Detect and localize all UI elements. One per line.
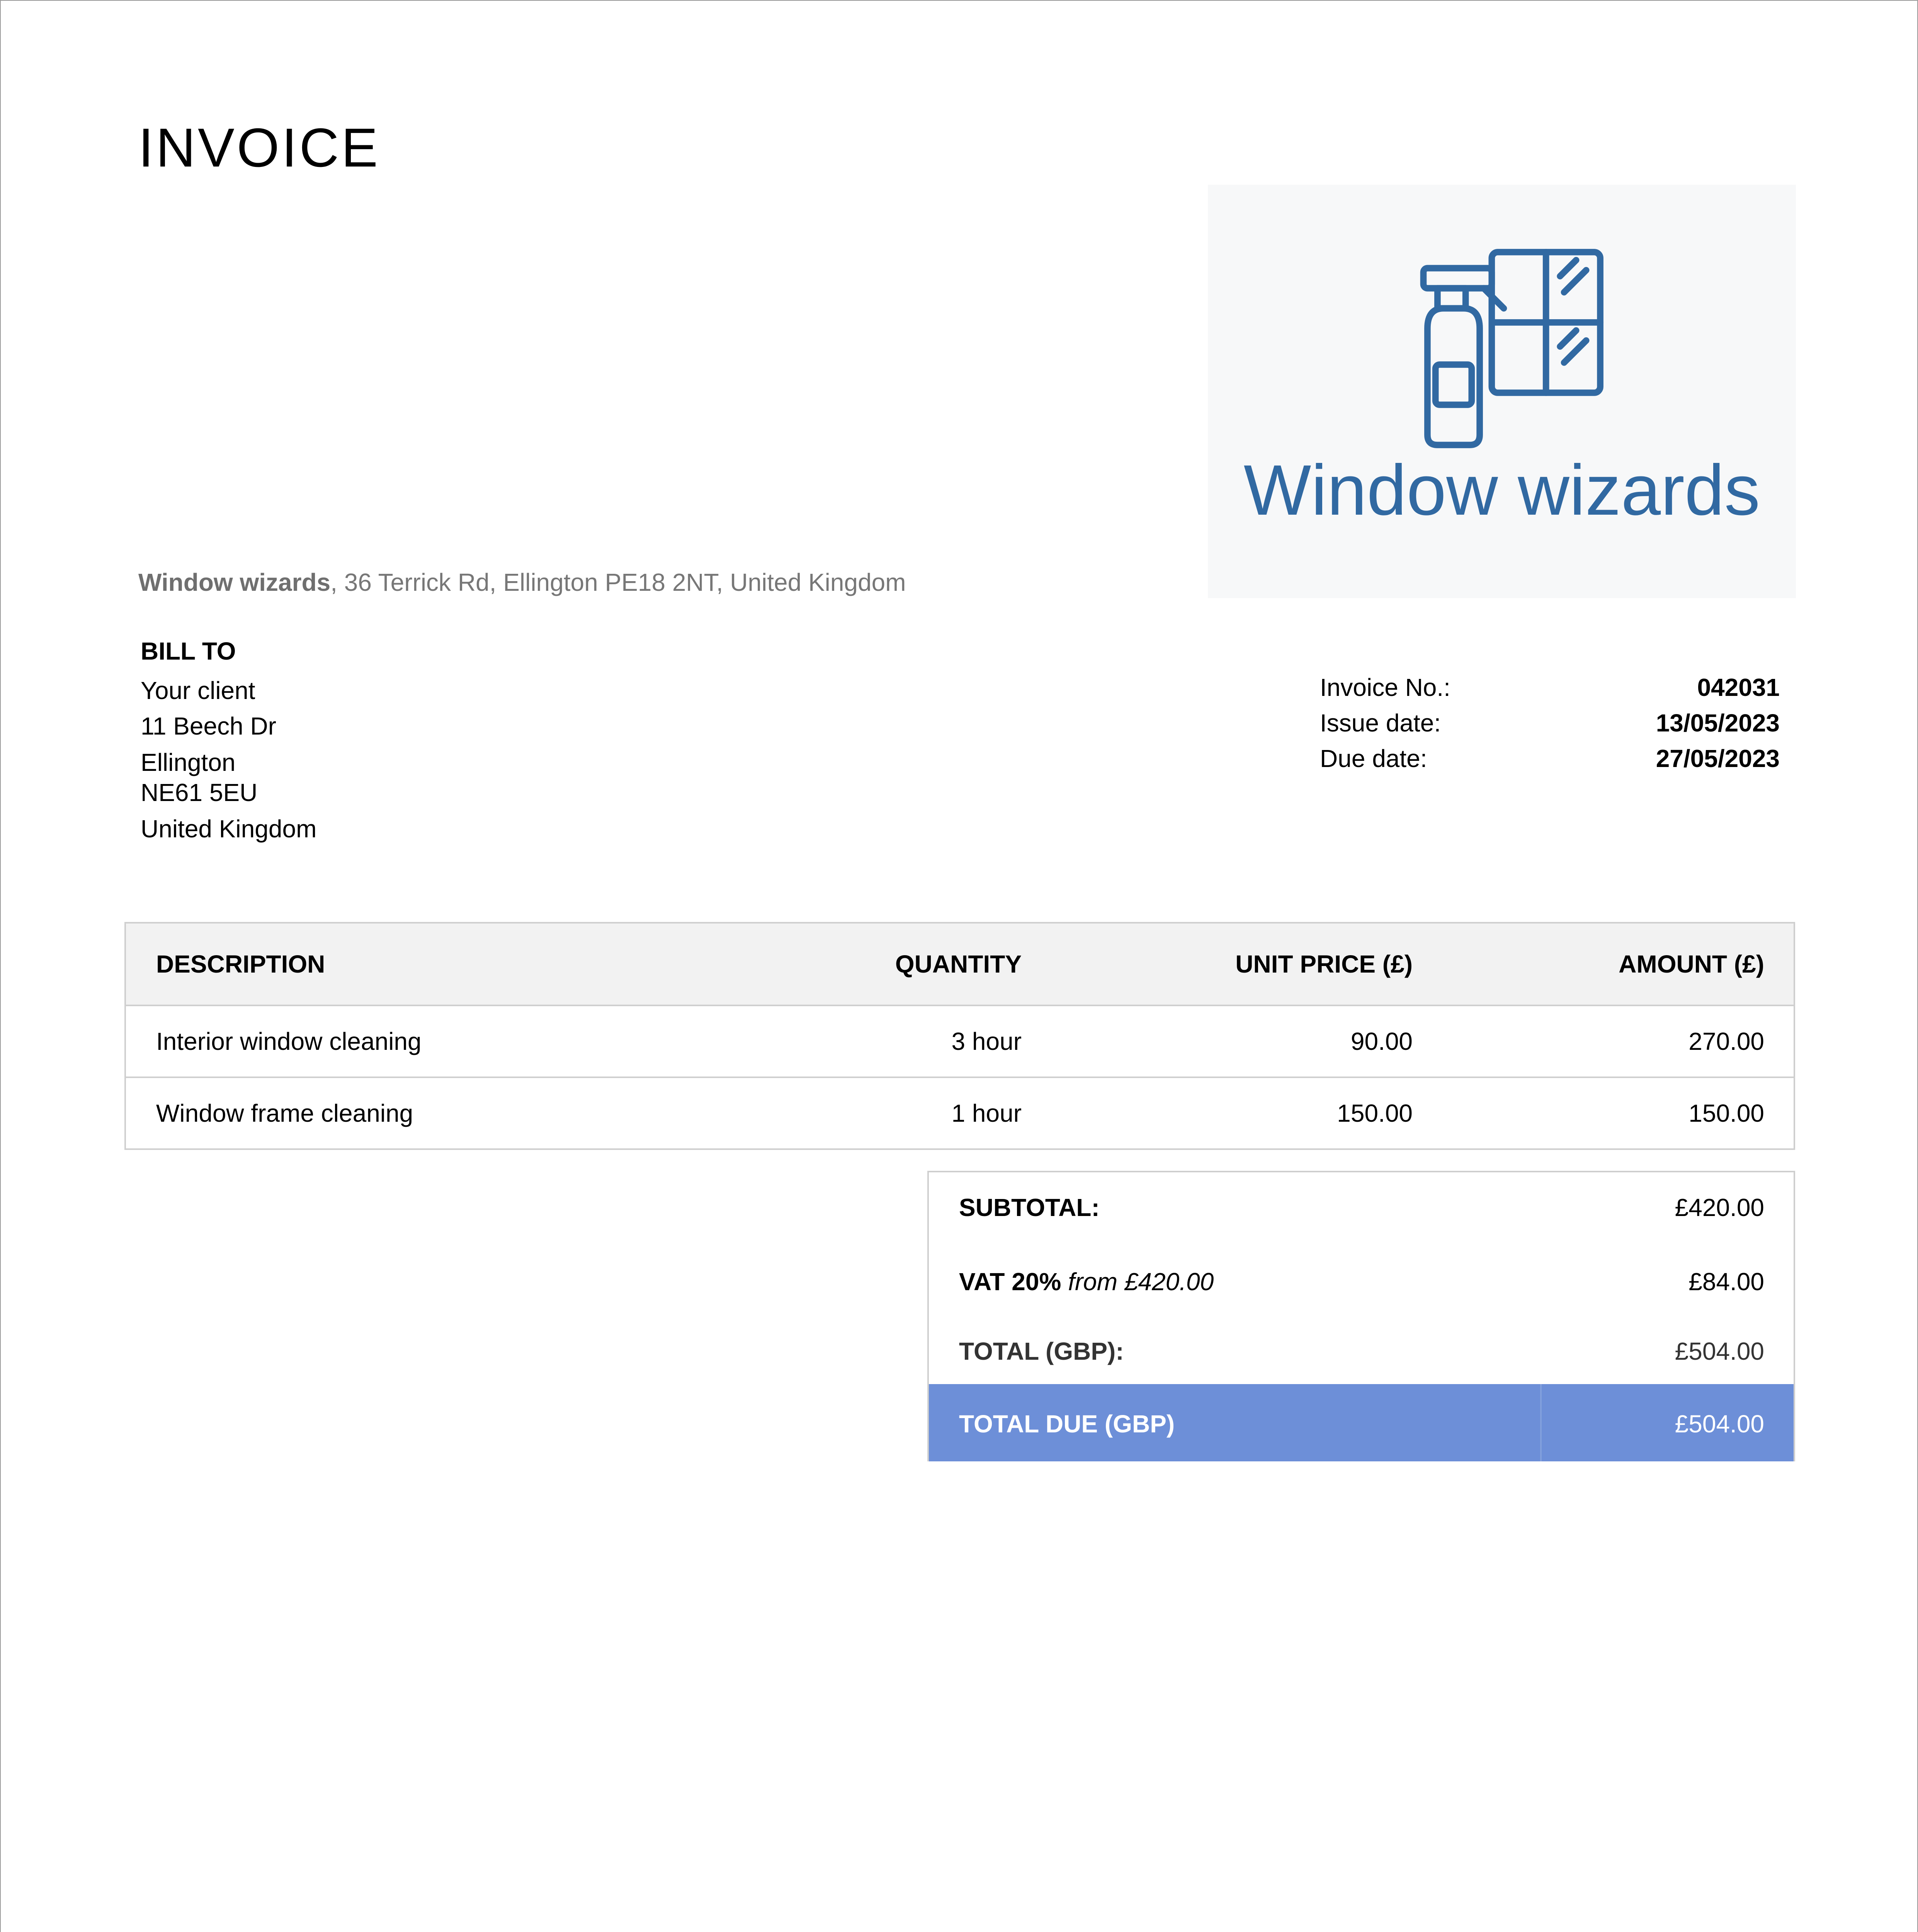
item-quantity: 1 hour — [951, 1099, 1022, 1127]
item-quantity: 3 hour — [951, 1027, 1022, 1055]
total-value: £504.00 — [1675, 1337, 1764, 1365]
issue-date: 13/05/2023 — [1656, 709, 1780, 737]
bill-to-line: Ellington — [141, 748, 236, 776]
subtotal-value: £420.00 — [1675, 1194, 1764, 1221]
item-description: Window frame cleaning — [156, 1099, 413, 1127]
total-due-value: £504.00 — [1675, 1410, 1764, 1438]
bill-to-heading: BILL TO — [141, 637, 236, 665]
item-description: Interior window cleaning — [156, 1027, 422, 1055]
item-unit-price: 150.00 — [1337, 1099, 1413, 1127]
total-due-divider — [1540, 1384, 1542, 1461]
header-quantity: QUANTITY — [895, 950, 1022, 978]
vat-basis: from £420.00 — [1068, 1268, 1214, 1296]
bill-to-line: 11 Beech Dr — [141, 712, 276, 740]
table-header-row — [126, 923, 1794, 1005]
total-due-label: TOTAL DUE (GBP) — [959, 1410, 1175, 1438]
sender-address — [138, 568, 906, 597]
items-table — [124, 922, 1795, 1150]
sender-name: Window wizards — [138, 568, 331, 596]
due-date-label: Due date: — [1320, 745, 1427, 772]
header-description: DESCRIPTION — [156, 950, 325, 978]
invoice-number-label: Invoice No.: — [1320, 673, 1450, 701]
vat-label — [959, 1267, 1214, 1296]
item-amount: 270.00 — [1688, 1027, 1764, 1055]
item-unit-price: 90.00 — [1350, 1027, 1413, 1055]
table-row — [126, 1077, 1794, 1148]
invoice-number: 042031 — [1697, 673, 1780, 701]
bill-to-line: NE61 5EU — [141, 779, 258, 806]
bill-to-line: United Kingdom — [141, 815, 317, 843]
due-date: 27/05/2023 — [1656, 745, 1780, 772]
logo-text: Window wizards — [1243, 451, 1760, 530]
subtotal-label: SUBTOTAL: — [959, 1194, 1100, 1221]
total-label: TOTAL (GBP): — [959, 1337, 1124, 1365]
header-amount: AMOUNT (£) — [1619, 950, 1764, 978]
totals-box — [927, 1171, 1795, 1461]
header-unit-price: UNIT PRICE (£) — [1235, 950, 1413, 978]
vat-value: £84.00 — [1688, 1268, 1764, 1296]
vat-rate: VAT 20% — [959, 1268, 1061, 1296]
item-amount: 150.00 — [1688, 1099, 1764, 1127]
spray-bottle-window-icon — [1403, 248, 1604, 449]
total-due-bar — [929, 1384, 1794, 1461]
invoice-title: INVOICE — [138, 117, 380, 179]
table-row — [126, 1005, 1794, 1077]
sender-address-text: , 36 Terrick Rd, Ellington PE18 2NT, United Kingdom — [330, 568, 906, 596]
issue-date-label: Issue date: — [1320, 709, 1441, 737]
bill-to-line: Your client — [141, 677, 255, 704]
